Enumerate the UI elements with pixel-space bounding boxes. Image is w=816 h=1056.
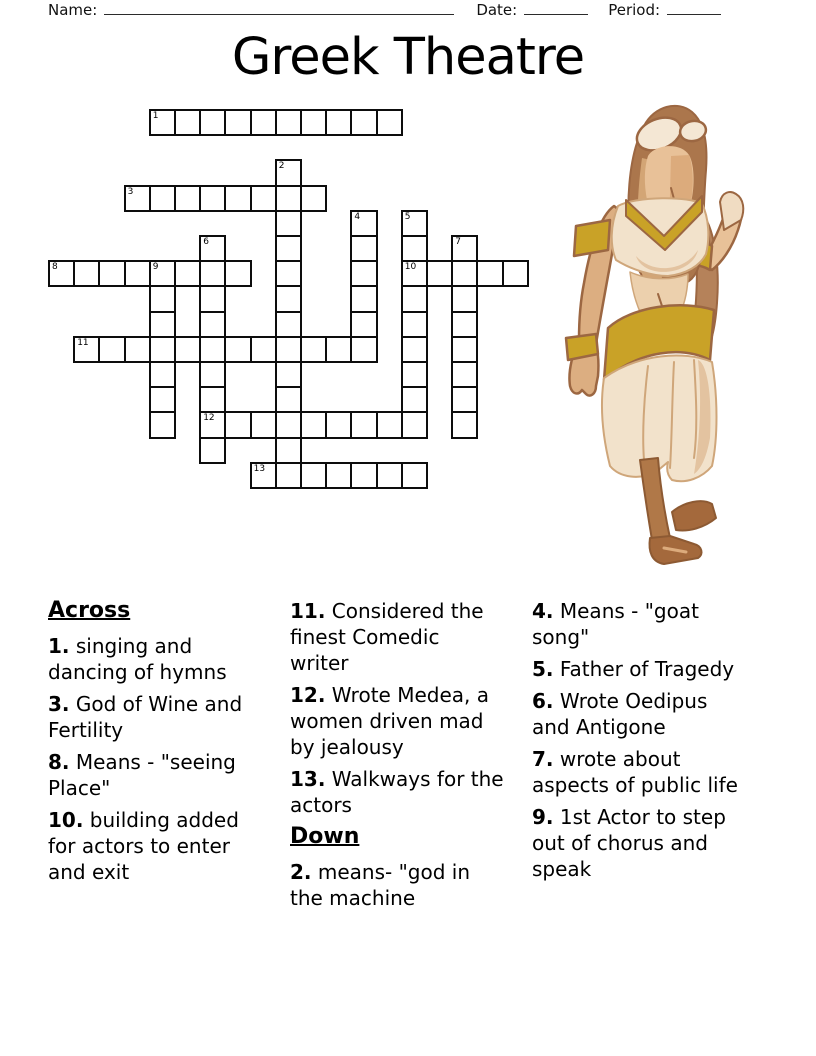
grid-cell[interactable] xyxy=(275,437,302,464)
grid-cell[interactable] xyxy=(149,285,176,312)
cell-number: 9 xyxy=(152,262,159,273)
clues-section xyxy=(48,598,778,948)
grid-cell[interactable] xyxy=(199,235,226,262)
grid-cell[interactable] xyxy=(426,260,453,287)
grid-cell[interactable] xyxy=(124,185,151,212)
grid-cell[interactable] xyxy=(350,109,377,136)
grid-cell[interactable] xyxy=(401,285,428,312)
grid-cell[interactable] xyxy=(376,411,403,438)
page-title: Greek Theatre xyxy=(231,28,585,87)
down-heading: Down xyxy=(290,824,360,849)
grid-cell[interactable] xyxy=(401,311,428,338)
clue-number: 13. xyxy=(290,767,326,791)
grid-cell[interactable] xyxy=(149,386,176,413)
clue-item: 9. 1st Actor to step out of chorus and speak xyxy=(532,805,726,881)
grid-cell[interactable] xyxy=(224,260,251,287)
cell-number: 12 xyxy=(203,413,215,424)
grid-cell[interactable] xyxy=(275,311,302,338)
grid-cell[interactable] xyxy=(199,260,226,287)
gold-armlet xyxy=(574,220,610,256)
grid-cell[interactable] xyxy=(376,109,403,136)
greek-woman-illustration xyxy=(552,98,772,593)
clue-column-2 xyxy=(290,598,504,917)
grid-cell[interactable] xyxy=(174,260,201,287)
grid-cell[interactable] xyxy=(502,260,529,287)
grid-cell[interactable] xyxy=(476,260,503,287)
grid-cell[interactable] xyxy=(350,462,377,489)
grid-cell[interactable] xyxy=(250,411,277,438)
grid-cell[interactable] xyxy=(275,260,302,287)
grid-cell[interactable] xyxy=(250,109,277,136)
grid-cell[interactable] xyxy=(401,210,428,237)
grid-cell[interactable] xyxy=(401,462,428,489)
clue-item: 7. wrote about aspects of public life xyxy=(532,747,738,797)
clue-item: 1. singing and dancing of hymns xyxy=(48,634,227,684)
grid-cell[interactable] xyxy=(401,386,428,413)
grid-cell[interactable] xyxy=(275,185,302,212)
date-blank[interactable] xyxy=(524,1,588,15)
period-blank[interactable] xyxy=(667,1,721,15)
figure-back-foot xyxy=(672,501,716,530)
grid-cell[interactable] xyxy=(325,411,352,438)
worksheet-header xyxy=(48,1,768,19)
grid-cell[interactable] xyxy=(199,311,226,338)
cell-number: 5 xyxy=(404,211,411,222)
across-clues-part1 xyxy=(48,633,262,885)
grid-cell[interactable] xyxy=(250,185,277,212)
grid-cell[interactable] xyxy=(275,411,302,438)
grid-cell[interactable] xyxy=(300,411,327,438)
crossword-grid xyxy=(48,109,560,491)
grid-cell[interactable] xyxy=(224,109,251,136)
grid-cell[interactable] xyxy=(124,260,151,287)
grid-cell[interactable] xyxy=(401,361,428,388)
cell-number: 11 xyxy=(77,337,89,348)
cell-number: 7 xyxy=(455,237,461,247)
down-clues-part1 xyxy=(290,859,504,911)
clue-number: 4. xyxy=(532,599,554,623)
cell-number: 3 xyxy=(127,186,134,197)
grid-cell[interactable] xyxy=(199,336,226,363)
grid-cell[interactable] xyxy=(275,462,302,489)
grid-cell[interactable] xyxy=(250,336,277,363)
grid-cell[interactable] xyxy=(350,235,377,262)
grid-cell[interactable] xyxy=(250,462,277,489)
grid-cell[interactable] xyxy=(199,109,226,136)
clue-number: 9. xyxy=(532,805,554,829)
grid-cell[interactable] xyxy=(149,411,176,438)
grid-cell[interactable] xyxy=(451,260,478,287)
grid-cell[interactable] xyxy=(275,386,302,413)
clue-number: 7. xyxy=(532,747,554,771)
grid-cell[interactable] xyxy=(73,336,100,363)
grid-cell[interactable] xyxy=(350,285,377,312)
grid-cell[interactable] xyxy=(275,109,302,136)
grid-cell[interactable] xyxy=(275,235,302,262)
grid-cell[interactable] xyxy=(275,361,302,388)
cell-number: 4 xyxy=(354,211,361,222)
name-blank[interactable] xyxy=(104,1,454,15)
name-label: Name: xyxy=(48,1,98,19)
period-label: Period: xyxy=(608,1,661,19)
figure-front-leg xyxy=(640,458,670,540)
grid-cell[interactable] xyxy=(149,185,176,212)
down-clues-part2 xyxy=(532,598,746,882)
clue-item: 8. Means - "seeing Place" xyxy=(48,750,236,800)
grid-cell[interactable] xyxy=(451,386,478,413)
grid-cell[interactable] xyxy=(350,336,377,363)
grid-cell[interactable] xyxy=(350,210,377,237)
grid-cell[interactable] xyxy=(300,185,327,212)
grid-cell[interactable] xyxy=(350,311,377,338)
grid-cell[interactable] xyxy=(300,336,327,363)
date-label: Date: xyxy=(476,1,518,19)
cell-number: 8 xyxy=(52,262,58,273)
clue-item: 6. Wrote Oedipus and Antigone xyxy=(532,689,708,739)
grid-cell[interactable] xyxy=(174,185,201,212)
clue-item: 11. Considered the finest Comedic writer xyxy=(290,599,484,675)
clue-number: 11. xyxy=(290,599,326,623)
grid-cell[interactable] xyxy=(199,386,226,413)
clue-number: 1. xyxy=(48,634,70,658)
grid-cell[interactable] xyxy=(149,109,176,136)
clue-number: 2. xyxy=(290,860,312,884)
across-heading: Across xyxy=(48,598,131,623)
clue-item: 10. building added for actors to enter and exit xyxy=(48,808,239,884)
clue-number: 8. xyxy=(48,750,70,774)
cell-number: 13 xyxy=(253,463,266,474)
grid-cell[interactable] xyxy=(451,361,478,388)
grid-cell[interactable] xyxy=(451,336,478,363)
grid-cell[interactable] xyxy=(325,109,352,136)
grid-cell[interactable] xyxy=(376,462,403,489)
grid-cell[interactable] xyxy=(300,109,327,136)
cell-number: 10 xyxy=(404,262,417,273)
clue-item: 12. Wrote Medea, a women driven mad by jealousy xyxy=(290,683,489,759)
grid-cell[interactable] xyxy=(275,285,302,312)
clue-number: 5. xyxy=(532,657,554,681)
clue-number: 3. xyxy=(48,692,70,716)
cell-number: 6 xyxy=(203,237,209,247)
clue-item: 4. Means - "goat song" xyxy=(532,599,699,649)
grid-cell[interactable] xyxy=(350,411,377,438)
grid-cell[interactable] xyxy=(149,311,176,338)
clue-item: 2. means- "god in the machine xyxy=(290,860,471,910)
grid-cell[interactable] xyxy=(98,260,125,287)
grid-cell[interactable] xyxy=(451,411,478,438)
grid-cell[interactable] xyxy=(300,462,327,489)
clue-item: 5. Father of Tragedy xyxy=(532,657,735,681)
grid-cell[interactable] xyxy=(401,336,428,363)
across-clues-part2 xyxy=(290,598,504,818)
grid-cell[interactable] xyxy=(401,260,428,287)
grid-cell[interactable] xyxy=(199,361,226,388)
grid-cell[interactable] xyxy=(224,411,251,438)
clue-item: 3. God of Wine and Fertility xyxy=(48,692,243,742)
cell-number: 2 xyxy=(278,161,285,172)
gold-bracelet xyxy=(566,334,598,360)
grid-cell[interactable] xyxy=(451,235,478,262)
grid-cell[interactable] xyxy=(174,109,201,136)
clue-column-3 xyxy=(532,598,746,888)
grid-cell[interactable] xyxy=(275,159,302,186)
grid-cell[interactable] xyxy=(224,185,251,212)
grid-cell[interactable] xyxy=(451,285,478,312)
grid-cell[interactable] xyxy=(451,311,478,338)
grid-cell[interactable] xyxy=(149,336,176,363)
grid-cell[interactable] xyxy=(124,336,151,363)
grid-cell[interactable] xyxy=(174,336,201,363)
grid-cell[interactable] xyxy=(325,462,352,489)
grid-cell[interactable] xyxy=(199,437,226,464)
grid-cell[interactable] xyxy=(275,336,302,363)
clue-number: 6. xyxy=(532,689,554,713)
grid-cell[interactable] xyxy=(149,361,176,388)
grid-cell[interactable] xyxy=(325,336,352,363)
grid-cell[interactable] xyxy=(199,285,226,312)
grid-cell[interactable] xyxy=(275,210,302,237)
grid-cell[interactable] xyxy=(73,260,100,287)
clue-number: 10. xyxy=(48,808,84,832)
grid-cell[interactable] xyxy=(48,260,75,287)
grid-cell[interactable] xyxy=(199,185,226,212)
grid-cell[interactable] xyxy=(401,411,428,438)
grid-cell[interactable] xyxy=(401,235,428,262)
clue-column-1 xyxy=(48,598,262,891)
grid-cell[interactable] xyxy=(149,260,176,287)
clue-item: 13. Walkways for the actors xyxy=(290,767,504,817)
cell-number: 1 xyxy=(152,111,159,121)
grid-cell[interactable] xyxy=(199,411,226,438)
grid-cell[interactable] xyxy=(98,336,125,363)
clue-number: 12. xyxy=(290,683,326,707)
grid-cell[interactable] xyxy=(224,336,251,363)
grid-cell[interactable] xyxy=(350,260,377,287)
